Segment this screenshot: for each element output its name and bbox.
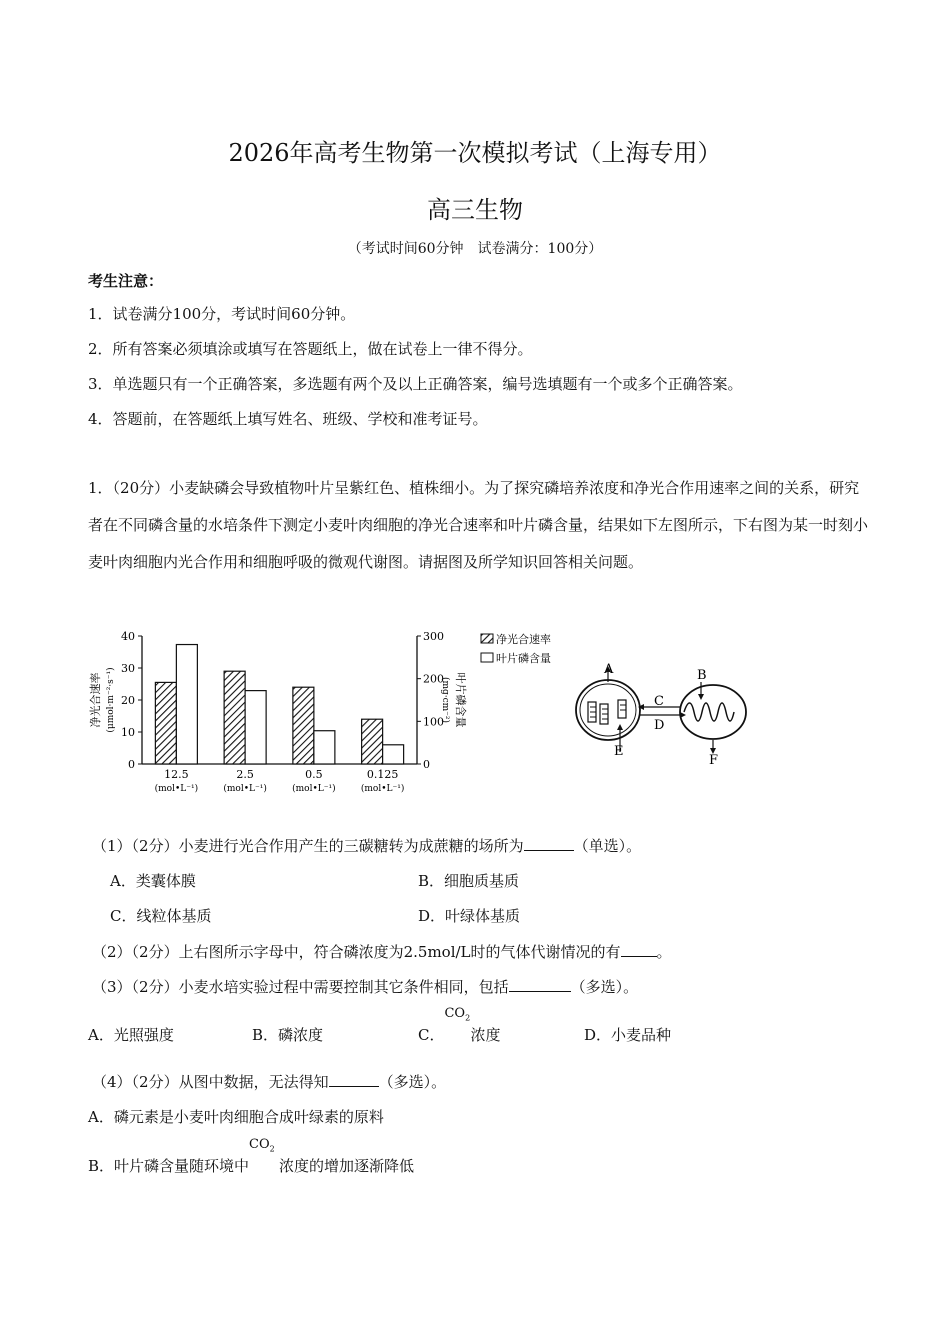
subquestion-4: （4）（2分）从图中数据，无法得知 （多选）。 bbox=[92, 1073, 447, 1091]
left-tick-label: 10 bbox=[121, 726, 135, 739]
left-axis-label: 净光合速率 bbox=[89, 672, 102, 728]
metabolism-diagram bbox=[568, 660, 758, 770]
bar-leaf-phosphorus bbox=[314, 731, 335, 764]
notice-item: 2．所有答案必须填涂或填写在答题纸上，做在试卷上一律不得分。 bbox=[88, 340, 533, 358]
option-c: C．线粒体基质 bbox=[110, 907, 212, 925]
co2-formula: $CO_2$ bbox=[444, 1006, 471, 1023]
label-b: B bbox=[697, 668, 707, 683]
bar-leaf-phosphorus bbox=[383, 745, 404, 764]
subquestion-1: （1）（2分）小麦进行光合作用产生的三碳糖转为成蔗糖的场所为 （单选）。 bbox=[92, 837, 642, 855]
subject-title: 高三生物 bbox=[427, 196, 523, 224]
mitochondrion-outer bbox=[680, 685, 746, 739]
label-a: A bbox=[604, 662, 614, 677]
label-c: C bbox=[654, 694, 664, 709]
left-tick-label: 40 bbox=[121, 630, 135, 643]
legend-label: 叶片磷含量 bbox=[496, 652, 551, 665]
category-unit: (mol•L⁻¹) bbox=[292, 784, 336, 794]
bar-net-photosynthesis bbox=[362, 719, 383, 764]
right-axis-label: 叶片磷含量 bbox=[454, 672, 467, 728]
answer-blank[interactable] bbox=[509, 990, 571, 992]
bar-leaf-phosphorus bbox=[176, 645, 197, 764]
category-label: 12.5 bbox=[164, 768, 189, 781]
answer-blank[interactable] bbox=[329, 1085, 379, 1087]
category-label: 0.125 bbox=[366, 768, 399, 781]
bar-net-photosynthesis bbox=[155, 682, 176, 764]
category-unit: (mol•L⁻¹) bbox=[360, 784, 405, 794]
label-f: F bbox=[709, 753, 719, 768]
co2-formula: $CO_2$ bbox=[249, 1137, 275, 1154]
left-tick-label: 20 bbox=[121, 694, 135, 707]
category-label: 2.5 bbox=[236, 768, 254, 781]
right-axis-unit: (mg·cm⁻²) bbox=[440, 676, 450, 724]
legend-label: 净光合速率 bbox=[496, 633, 551, 646]
right-tick-label: 200 bbox=[423, 672, 444, 686]
notice-item: 1．试卷满分100分，考试时间60分钟。 bbox=[88, 305, 356, 323]
exam-title: 2026年高考生物第一次模拟考试（上海专用） bbox=[228, 139, 722, 167]
subquestion-2: （2）（2分）上右图所示字母中，符合磷浓度为2.5mol/L时的气体代谢情况的有 。 bbox=[92, 943, 672, 961]
left-tick-label: 30 bbox=[121, 662, 135, 675]
thylakoid-stack bbox=[618, 700, 626, 718]
option-a: A．类囊体膜 bbox=[110, 872, 196, 890]
option-d: D．叶绿体基质 bbox=[418, 907, 521, 925]
label-e: E bbox=[614, 744, 624, 759]
answer-blank[interactable] bbox=[524, 849, 574, 851]
exam-info: （考试时间60分钟 试卷满分：100分） bbox=[347, 241, 603, 257]
option-d: D．小麦品种 bbox=[584, 1026, 672, 1044]
phosphorus-chart bbox=[85, 628, 575, 800]
left-tick-label: 0 bbox=[128, 758, 135, 771]
option-b: B．细胞质基质 bbox=[418, 872, 520, 890]
right-tick-label: 100 bbox=[423, 715, 444, 729]
notice-item: 3．单选题只有一个正确答案，多选题有两个及以上正确答案，编号选填题有一个或多个正确答案。 bbox=[88, 375, 743, 393]
category-unit: (mol•L⁻¹) bbox=[154, 784, 199, 794]
mitochondrion-cristae bbox=[684, 703, 734, 721]
answer-blank[interactable] bbox=[621, 955, 657, 957]
option-b: B．叶片磷含量随环境中 $CO_2$ 浓度的增加逐渐降低 bbox=[88, 1137, 415, 1175]
legend-swatch-hatched bbox=[481, 634, 493, 643]
option-b: B．磷浓度 bbox=[252, 1026, 324, 1044]
bar-net-photosynthesis bbox=[293, 687, 314, 764]
label-d: D bbox=[654, 718, 665, 733]
left-axis-unit: (μmol·m⁻²·s⁻¹) bbox=[106, 667, 116, 733]
category-unit: (mol•L⁻¹) bbox=[223, 784, 267, 794]
option-c: C． $CO_2$ 浓度 bbox=[418, 1006, 501, 1044]
notice-item: 4．答题前，在答题纸上填写姓名、班级、学校和准考证号。 bbox=[88, 410, 488, 428]
subquestion-3: （3）（2分）小麦水培实验过程中需要控制其它条件相同，包括 （多选）。 bbox=[92, 978, 639, 996]
right-tick-label: 0 bbox=[423, 758, 430, 771]
question-stem: 1．（20分）小麦缺磷会导致植物叶片呈紫红色、植株细小。为了探究磷培养浓度和净光合作用速率之间的关系，研究者在不同磷含量的水培条件下测定小麦叶肉细胞的净光合速率和叶片磷含量，结果如下左图所示，下右图为某一时刻小麦叶肉细胞内光合作用和细胞呼吸的微观代谢图。请据图及所学知识回答相关问题。 bbox=[88, 479, 869, 571]
legend-swatch-open bbox=[481, 653, 493, 662]
category-label: 0.5 bbox=[305, 768, 323, 781]
notice-heading: 考生注意： bbox=[88, 272, 164, 290]
right-tick-label: 300 bbox=[423, 630, 444, 643]
option-a: A．磷元素是小麦叶肉细胞合成叶绿素的原料 bbox=[88, 1108, 384, 1126]
bar-leaf-phosphorus bbox=[245, 691, 266, 764]
bar-net-photosynthesis bbox=[224, 671, 245, 764]
option-a: A．光照强度 bbox=[88, 1026, 174, 1044]
